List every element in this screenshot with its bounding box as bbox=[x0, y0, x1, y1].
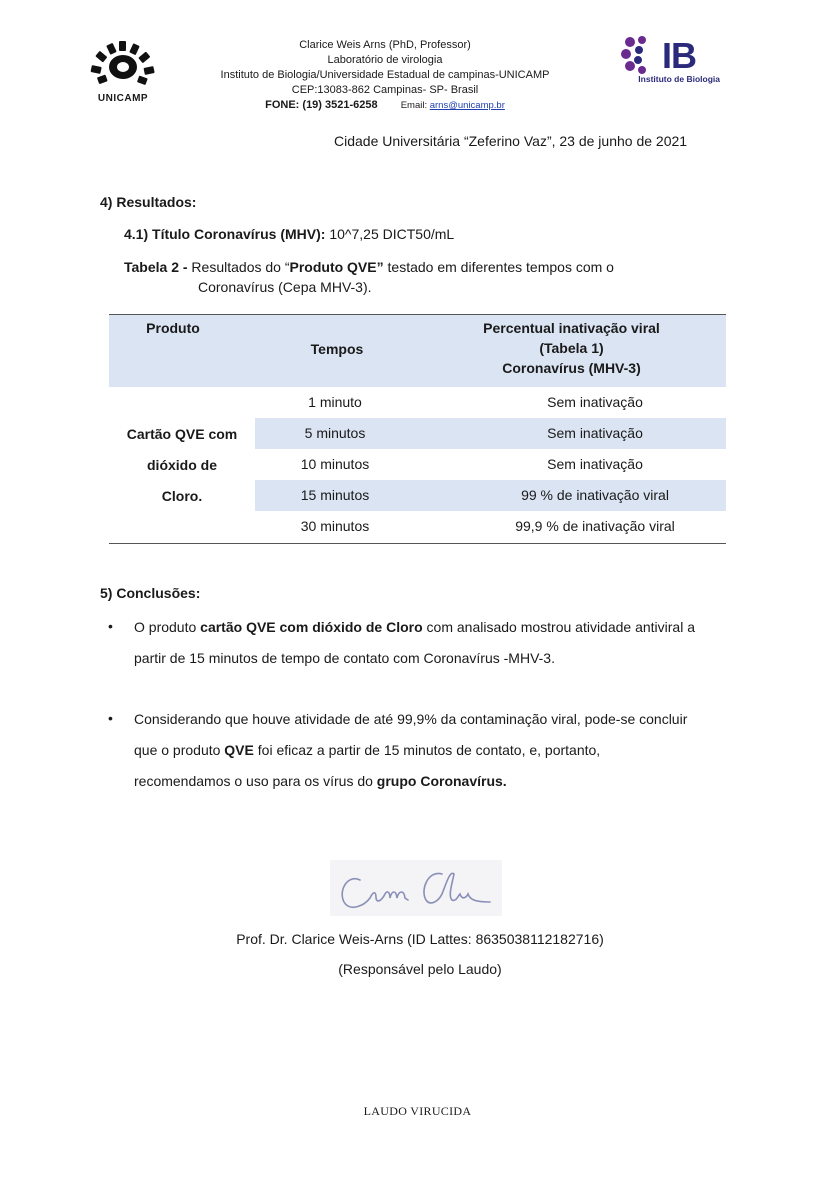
ib-letters: IB bbox=[662, 35, 696, 76]
signature-image bbox=[330, 860, 502, 916]
cell-tempo: 5 minutos bbox=[304, 425, 366, 441]
text: com analisado mostrou atividade antiviral a bbox=[422, 619, 696, 635]
email-label: Email: bbox=[400, 100, 428, 111]
product-line: Cartão QVE com bbox=[126, 426, 238, 442]
letterhead-line: Laboratório de virologia bbox=[327, 54, 443, 66]
cell-tempo: 30 minutos bbox=[300, 518, 370, 534]
phone: FONE: (19) 3521-6258 bbox=[265, 99, 378, 111]
letterhead-line: Clarice Weis Arns (PhD, Professor) bbox=[299, 39, 471, 51]
bullet-icon: • bbox=[108, 710, 113, 726]
product-line: Cloro. bbox=[161, 488, 203, 504]
table-caption-text: testado em diferentes tempos com o bbox=[383, 259, 614, 275]
ib-subtitle: Instituto de Biologia bbox=[638, 74, 720, 84]
table-caption-label: Tabela 2 - bbox=[124, 259, 188, 275]
place-date: Cidade Universitária “Zeferino Vaz”, 23 de junho de 2021 bbox=[334, 133, 688, 149]
table-row bbox=[255, 387, 726, 418]
table-row bbox=[255, 449, 726, 480]
header-percent-line: Percentual inativação viral bbox=[483, 320, 660, 336]
table-caption-line2: Coronavírus (Cepa MHV-3). bbox=[198, 279, 372, 295]
table-caption-product: Produto QVE” bbox=[289, 259, 384, 275]
cell-resultado: Sem inativação bbox=[547, 456, 643, 472]
bullet-icon: • bbox=[108, 618, 113, 634]
cell-tempo: 1 minuto bbox=[308, 394, 362, 410]
section-title-conclusions: 5) Conclusões: bbox=[100, 585, 201, 601]
text-bold: QVE bbox=[224, 742, 254, 758]
unicamp-name: UNICAMP bbox=[97, 93, 149, 104]
titer-value: 10^7,25 DICT50/mL bbox=[325, 226, 455, 242]
letterhead-contact bbox=[200, 98, 570, 113]
header-percent-line: (Tabela 1) bbox=[539, 340, 604, 356]
email-link[interactable]: arns@unicamp.br bbox=[429, 100, 505, 111]
cell-tempo: 10 minutos bbox=[300, 456, 370, 472]
conclusion-line: partir de 15 minutos de tempo de contato com Coronavírus -MHV-3. bbox=[134, 650, 555, 666]
results-table bbox=[109, 314, 726, 544]
header-percent bbox=[449, 318, 694, 378]
table-caption bbox=[124, 257, 684, 297]
letterhead-line: CEP:13083-862 Campinas- SP- Brasil bbox=[291, 84, 479, 96]
product-line: dióxido de bbox=[147, 457, 217, 473]
text: recomendamos o uso para os vírus do bbox=[134, 773, 377, 789]
text: que o produto bbox=[134, 742, 225, 758]
text: foi eficaz a partir de 15 minutos de contato, e, portanto, bbox=[253, 742, 601, 758]
signer-name: Prof. Dr. Clarice Weis-Arns (ID Lattes: 8635038112182716) bbox=[236, 931, 604, 947]
cell-resultado: 99 % de inativação viral bbox=[521, 487, 669, 503]
cell-resultado: Sem inativação bbox=[547, 425, 643, 441]
cell-resultado: 99,9 % de inativação viral bbox=[515, 518, 675, 534]
conclusion-line bbox=[134, 766, 754, 797]
titer-label: 4.1) Título Coronavírus (MHV): bbox=[124, 226, 326, 242]
table-header bbox=[109, 315, 726, 387]
email-line bbox=[401, 100, 505, 111]
conclusion-paragraph bbox=[134, 704, 754, 797]
table-row bbox=[255, 418, 726, 449]
conclusion-paragraph bbox=[134, 612, 754, 674]
text-bold: cartão QVE com dióxido de Cloro bbox=[200, 619, 423, 635]
table-row bbox=[255, 511, 726, 542]
table-caption-text: Resultados do “ bbox=[187, 259, 290, 275]
cell-tempo: 15 minutos bbox=[300, 487, 370, 503]
conclusion-line bbox=[134, 612, 754, 643]
header-produto: Produto bbox=[146, 320, 200, 336]
signer-role: (Responsável pelo Laudo) bbox=[338, 961, 502, 977]
text-bold: grupo Coronavírus. bbox=[376, 773, 507, 789]
text: O produto bbox=[134, 619, 201, 635]
letterhead-line: Instituto de Biologia/Universidade Estadual de campinas-UNICAMP bbox=[220, 69, 550, 81]
section-title-results: 4) Resultados: bbox=[100, 194, 197, 210]
product-cell bbox=[109, 419, 255, 512]
conclusion-line bbox=[134, 735, 754, 766]
table-row bbox=[255, 480, 726, 511]
titer-line bbox=[124, 226, 454, 242]
header-percent-line: Coronavírus (MHV-3) bbox=[502, 360, 641, 376]
page-footer: LAUDO VIRUCIDA bbox=[363, 1104, 472, 1118]
header-tempos: Tempos bbox=[310, 341, 364, 357]
cell-resultado: Sem inativação bbox=[547, 394, 643, 410]
letterhead bbox=[200, 38, 570, 113]
conclusion-line: Considerando que houve atividade de até 99,9% da contaminação viral, pode-se concluir bbox=[134, 711, 688, 727]
